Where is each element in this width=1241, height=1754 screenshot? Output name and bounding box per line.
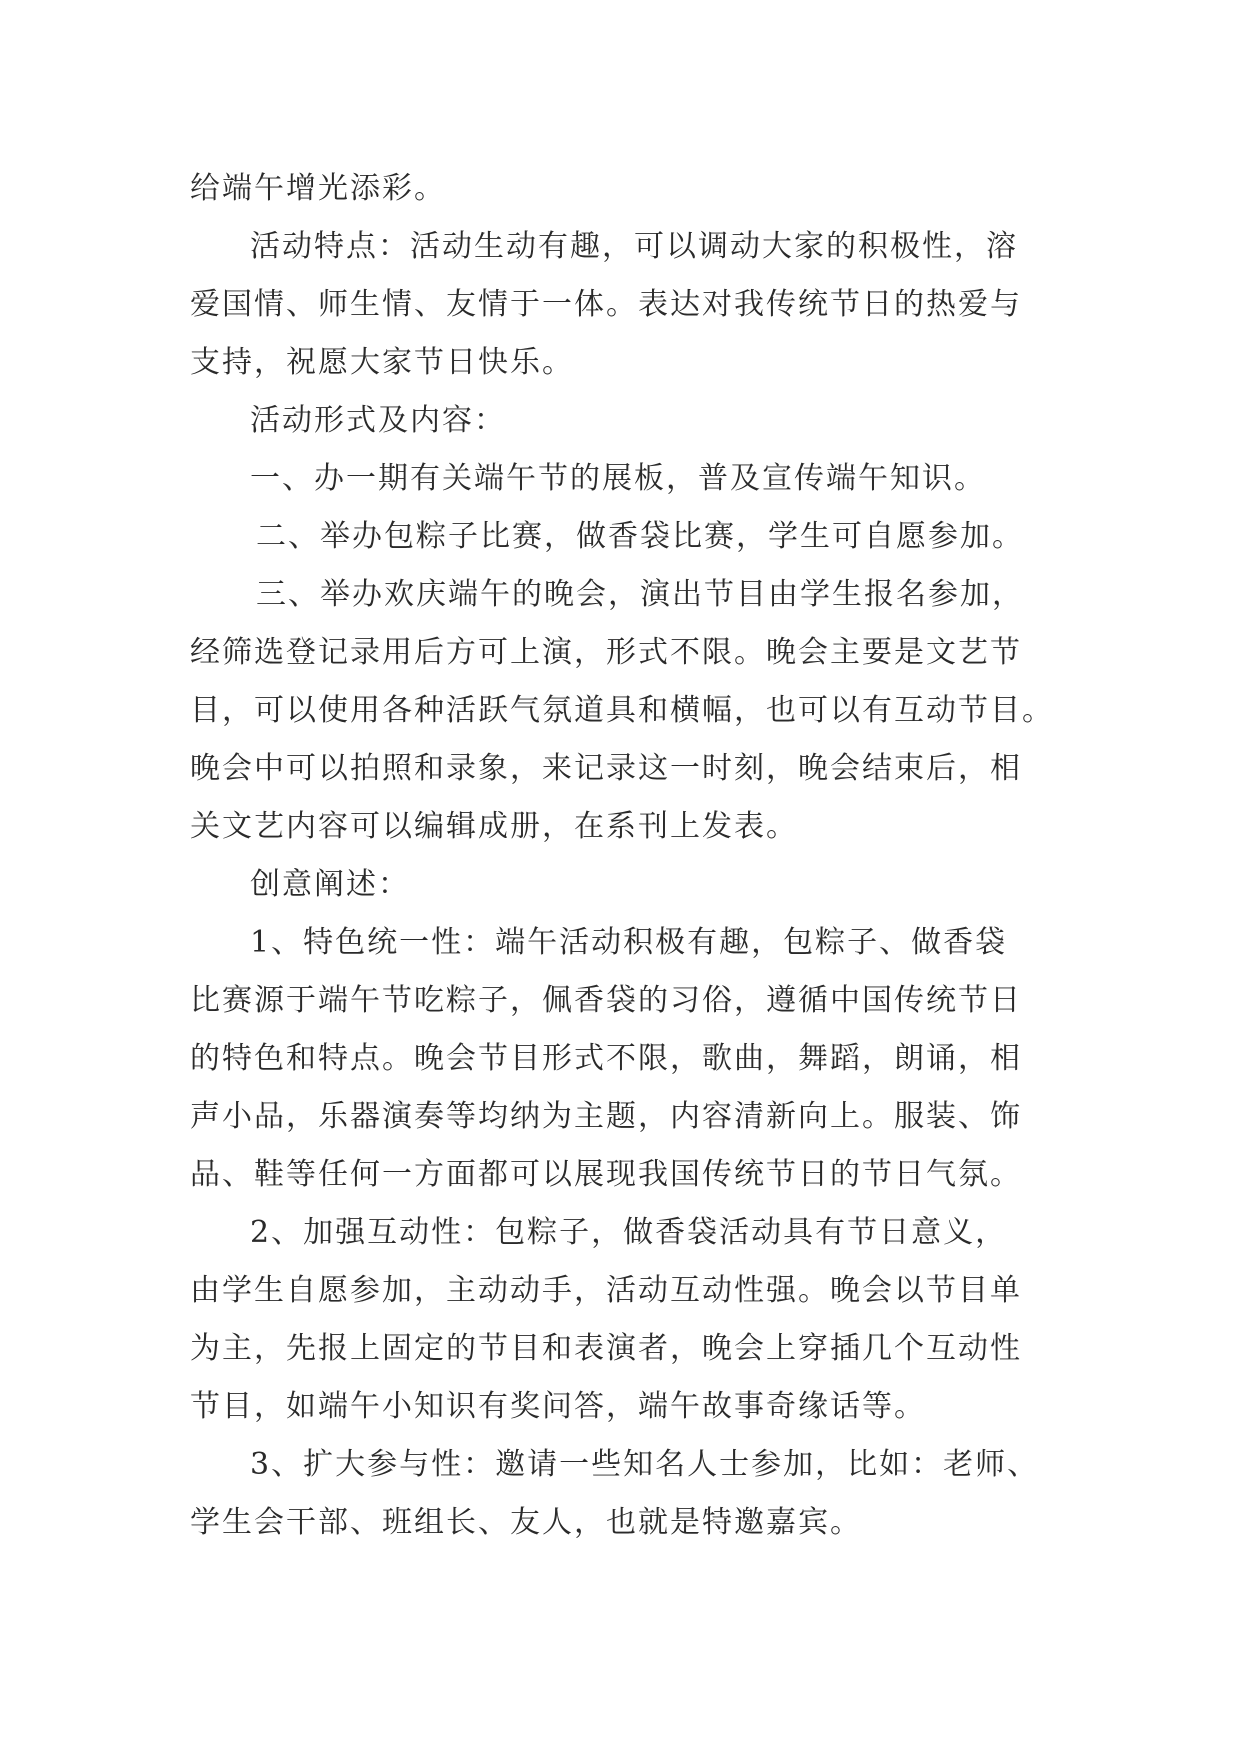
paragraph-line: 学生会干部、班组长、友人，也就是特邀嘉宾。 [190,1505,862,1540]
list-item: 二、举办包粽子比赛，做香袋比赛，学生可自愿参加。 [256,519,1024,554]
paragraph-line: 比赛源于端午节吃粽子，佩香袋的习俗，遵循中国传统节日 [190,983,1022,1018]
paragraph-line: 支持，祝愿大家节日快乐。 [190,345,574,380]
paragraph-line: 目，可以使用各种活跃气氛道具和横幅，也可以有互动节目。 [190,693,1054,728]
paragraph-line: 活动特点：活动生动有趣，可以调动大家的积极性，溶 [250,229,1018,264]
paragraph-line: 关文艺内容可以编辑成册，在系刊上发表。 [190,809,798,844]
paragraph-line: 晚会中可以拍照和录象，来记录这一时刻，晚会结束后，相 [190,751,1022,786]
paragraph-line: 经筛选登记录用后方可上演，形式不限。晚会主要是文艺节 [190,635,1022,670]
document-body [190,160,1070,1552]
paragraph-line: 品、鞋等任何一方面都可以展现我国传统节日的节日气氛。 [190,1157,1022,1192]
paragraph-line: 的特色和特点。晚会节目形式不限，歌曲，舞蹈，朗诵，相 [190,1041,1022,1076]
list-item: 一、办一期有关端午节的展板，普及宣传端午知识。 [250,461,986,496]
paragraph-line: 声小品，乐器演奏等均纳为主题，内容清新向上。服装、饰 [190,1099,1022,1134]
paragraph-line: 节目，如端午小知识有奖问答，端午故事奇缘话等。 [190,1389,926,1424]
list-item: 3、扩大参与性：邀请一些知名人士参加，比如：老师、 [250,1447,1040,1482]
paragraph-line: 爱国情、师生情、友情于一体。表达对我传统节日的热爱与 [190,287,1022,322]
list-item: 1、特色统一性：端午活动积极有趣，包粽子、做香袋 [250,925,1008,960]
list-item: 三、举办欢庆端午的晚会，演出节目由学生报名参加， [256,577,1024,612]
paragraph-line: 给端午增光添彩。 [190,171,446,206]
list-item: 2、加强互动性：包粽子，做香袋活动具有节日意义， [250,1215,1008,1250]
section-heading: 创意阐述： [250,867,410,902]
paragraph-line: 为主，先报上固定的节目和表演者，晚会上穿插几个互动性 [190,1331,1022,1366]
section-heading: 活动形式及内容： [250,403,506,438]
paragraph-line: 由学生自愿参加，主动动手，活动互动性强。晚会以节目单 [190,1273,1022,1308]
